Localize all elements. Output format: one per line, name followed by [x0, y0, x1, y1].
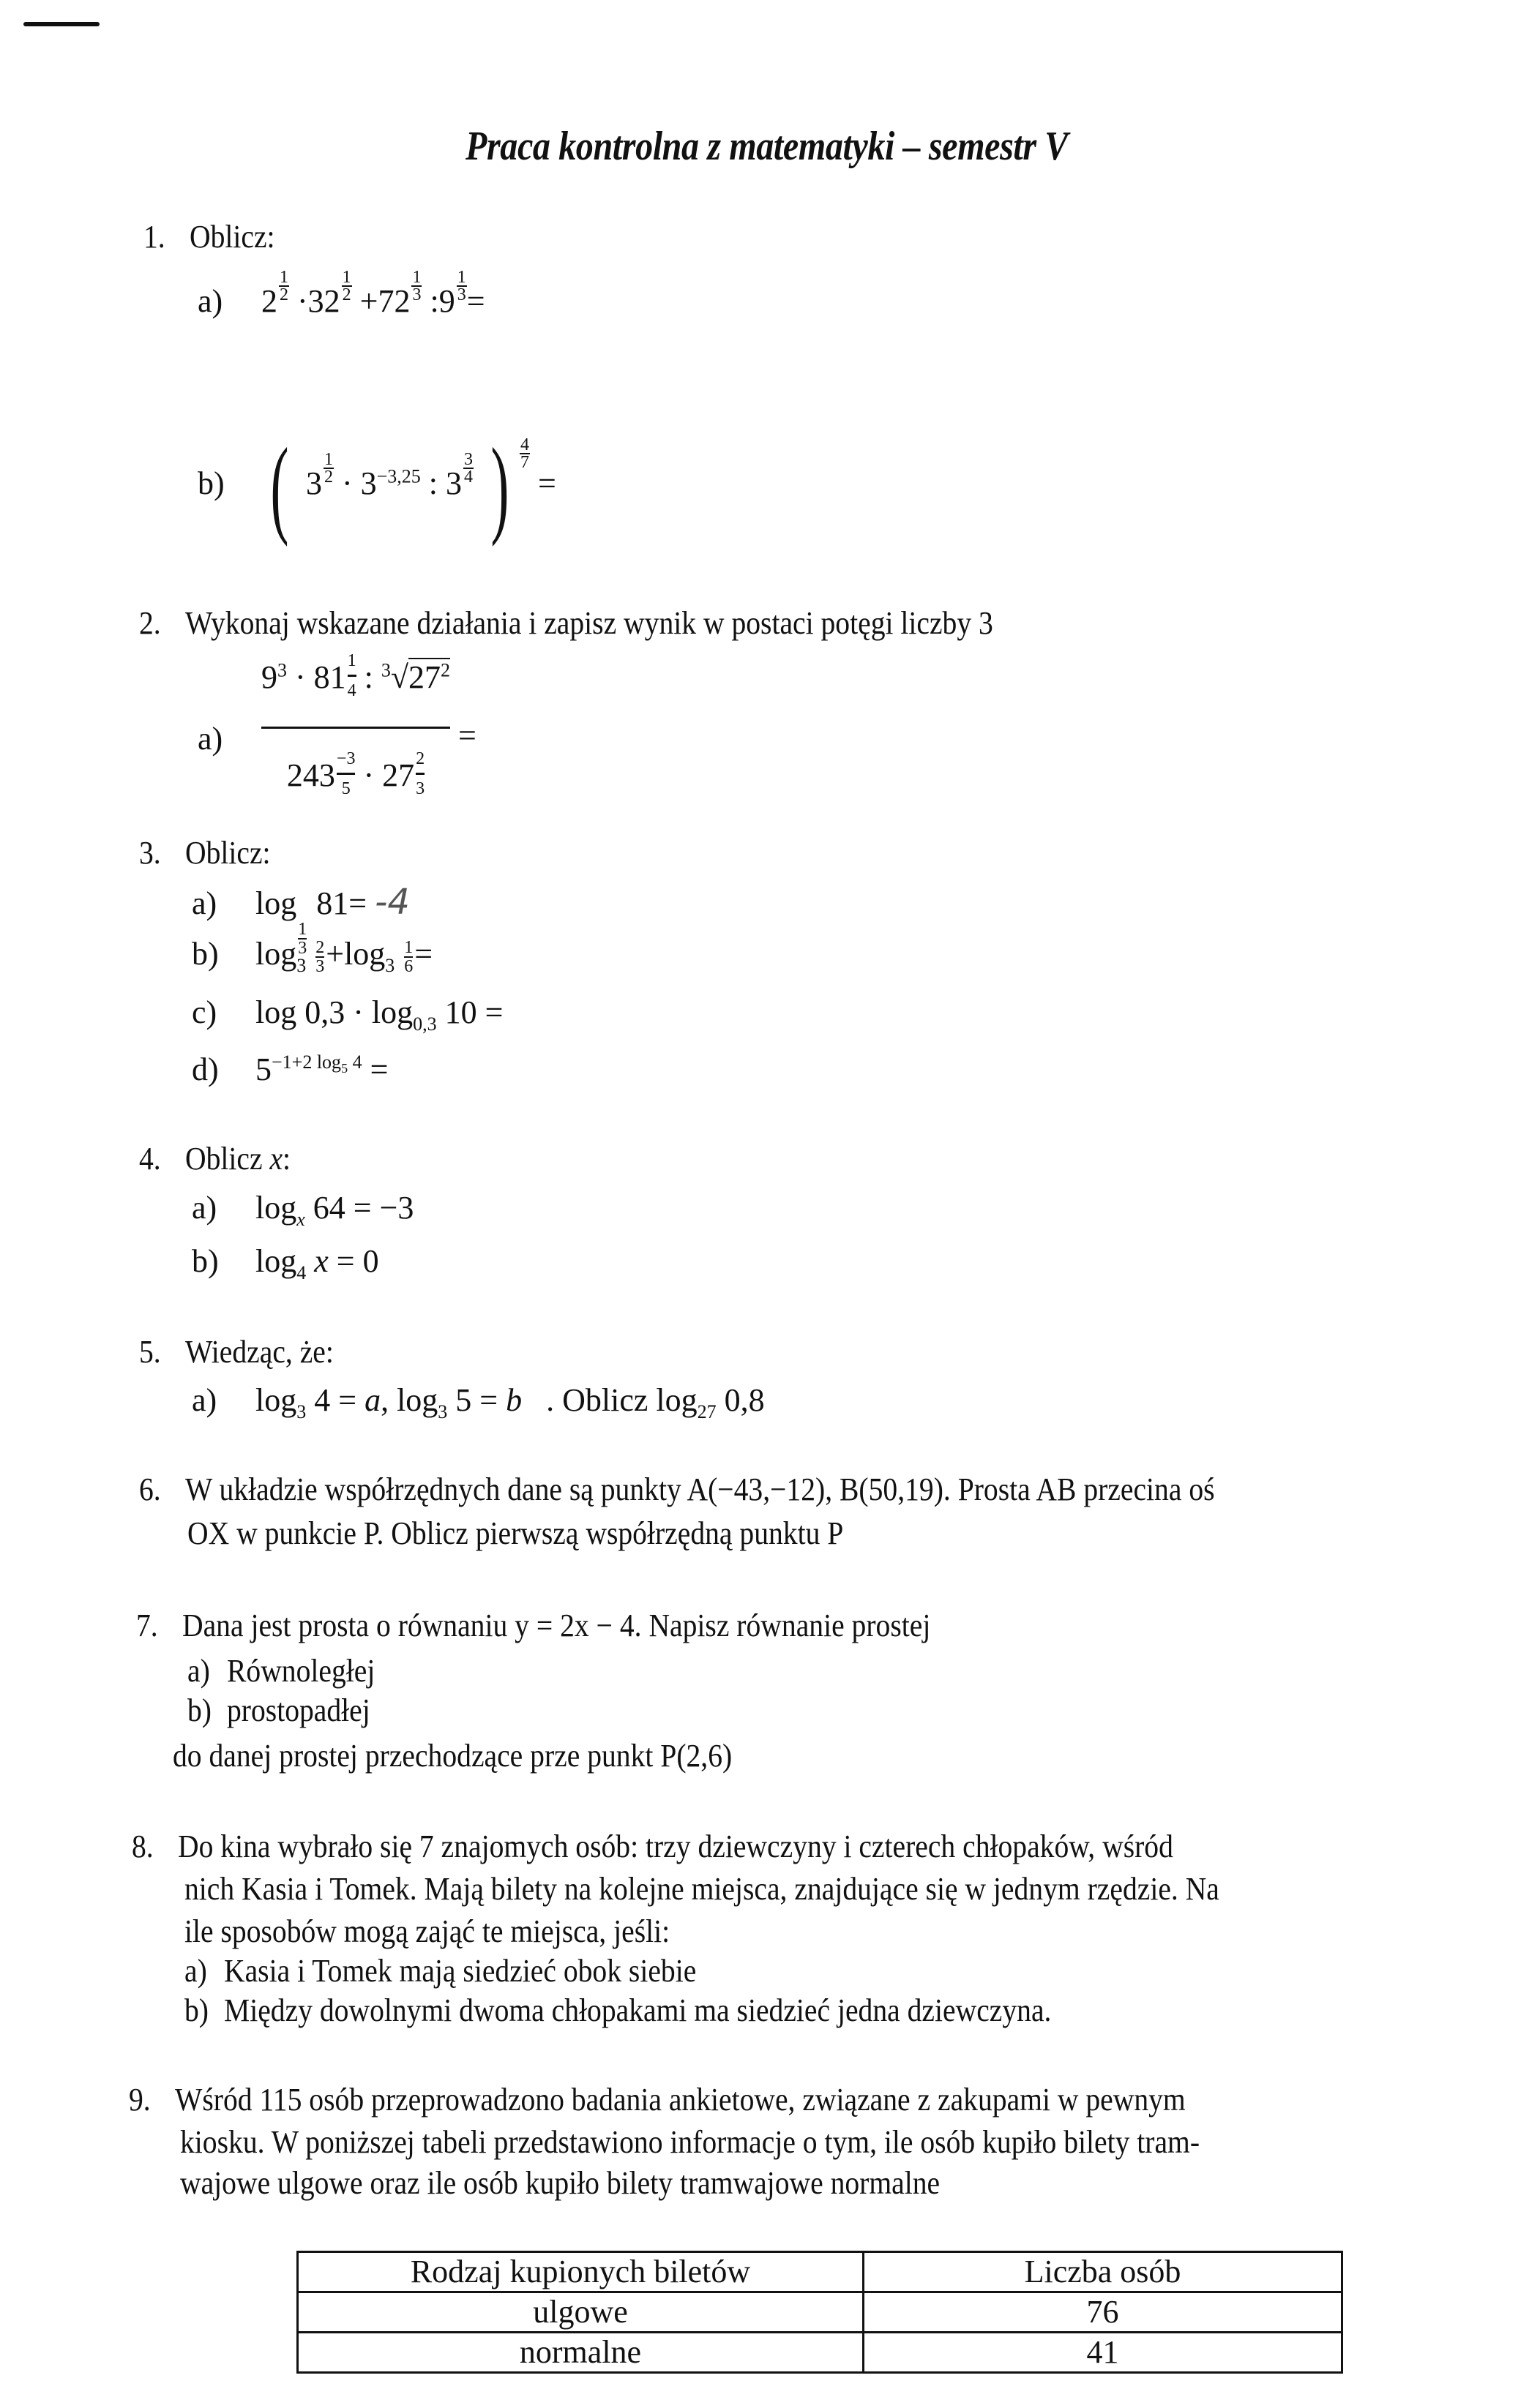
- radicand: $27^2$: [408, 659, 451, 695]
- exponent: −3,25: [376, 465, 421, 487]
- question-prompt: Oblicz:: [185, 835, 271, 871]
- handwritten-answer: -4: [375, 882, 410, 923]
- q3c-expression: c) $\log 0,3 \cdot \log_{0,3} 10$ =: [192, 994, 504, 1035]
- q8b-item: b) Między dowolnymi dwoma chłopakami ma siedzieć jedna dziewczyna.: [184, 1992, 1052, 2028]
- scan-artifact: [23, 22, 100, 26]
- q3b-expression: b) $\log_3$ $\frac{2}{3}$ $+\log_3$ $\frac{1}{6}$ =: [192, 936, 433, 976]
- table-cell: 41: [864, 2333, 1342, 2373]
- question-text-line: Dana jest prosta o równaniu y = 2x − 4. Napisz równanie prostej: [182, 1608, 931, 1643]
- fraction: [261, 651, 451, 819]
- exponent-fraction: $\frac{1}{2}$: [342, 268, 351, 304]
- question-6: [139, 1471, 1215, 1508]
- question-number: 7.: [136, 1608, 158, 1643]
- q1b-expression: b) ( 3 $\frac{1}{2}$ · $3^{-3,25}$ : 3 $\frac{3}{4}$ ) $\frac{4}{7}$ =: [198, 426, 556, 547]
- q1a-expression: [198, 268, 485, 332]
- question-text-line: Wśród 115 osób przeprowadzono badania ankietowe, związane z zakupami w pewnym: [175, 2082, 1186, 2118]
- base: 3: [446, 465, 463, 502]
- question-text-line: W układzie współrzędnych dane są punkty A(−43,−12), B(50,19). Prosta AB przecina oś: [185, 1471, 1215, 1507]
- q3a-expression: a) log $\frac{1}{3}$ 81= -4: [192, 882, 410, 958]
- question-text-line: ile sposobów mogą zająć te miejsca, jeśli:: [184, 1913, 670, 1949]
- exponent-fraction: $\frac{1}{3}$: [412, 268, 422, 304]
- base: 9: [438, 283, 455, 319]
- question-7-tail: do danej prostej przechodzące prze punkt P(2,6): [173, 1738, 733, 1774]
- operator: ·: [297, 283, 308, 319]
- q5a-expression: a) $\log_3 4 = a$, $\log_3 5 = b$ . Oblicz $\log_{27} 0,8$: [192, 1382, 765, 1422]
- question-1: [143, 218, 275, 255]
- operator: +: [359, 283, 378, 319]
- exponent-fraction: $\frac{1}{2}$: [324, 450, 333, 487]
- question-9: [129, 2081, 1186, 2118]
- item-label: b): [198, 465, 225, 502]
- equals: =: [466, 283, 485, 319]
- question-prompt: Wiedząc, że:: [185, 1334, 334, 1370]
- equals: =: [458, 717, 476, 754]
- question-text-line: nich Kasia i Tomek. Mają bilety na kolejne miejsca, znajdujące się w jednym rzędzie. Na: [184, 1871, 1219, 1907]
- question-number: 1.: [143, 219, 165, 255]
- item-label: c): [192, 994, 217, 1030]
- item-label: a): [192, 1190, 217, 1226]
- question-3: [139, 834, 271, 871]
- q8a-item: a) Kasia i Tomek mają siedzieć obok siebie: [184, 1953, 697, 1989]
- base: 3: [305, 465, 322, 502]
- question-number: 9.: [129, 2082, 151, 2118]
- exponent-fraction: $\frac{1}{3}$: [457, 268, 466, 304]
- item-label: a): [192, 885, 217, 921]
- question-text-line: wajowe ulgowe oraz ile osób kupiło bilety tramwajowe normalne: [180, 2165, 941, 2201]
- question-number: 3.: [139, 835, 161, 871]
- question-text-line: Do kina wybrało się 7 znajomych osób: trzy dziewczyny i czterech chłopaków, wśród: [178, 1828, 1173, 1864]
- question-number: 4.: [139, 1141, 161, 1177]
- question-number: 5.: [139, 1334, 161, 1370]
- table-header-cell: Liczba osób: [864, 2252, 1342, 2292]
- question-6-line-2: OX w punkcie P. Oblicz pierwszą współrzędną punktu P: [187, 1515, 844, 1551]
- question-2: [139, 604, 993, 642]
- q7a-item: a) Równoległej: [187, 1653, 375, 1689]
- left-paren: (: [270, 426, 289, 547]
- table-row: [298, 2292, 1342, 2333]
- item-label: b): [192, 1243, 219, 1279]
- item-label: a): [198, 283, 223, 319]
- item-label: a): [198, 721, 223, 757]
- table-cell: ulgowe: [298, 2292, 864, 2333]
- operator: :: [430, 283, 439, 319]
- question-prompt: Oblicz:: [190, 219, 275, 255]
- base: 72: [378, 283, 411, 319]
- q3d-expression: d) $5^{-1+2 log_5 4}$ =: [192, 1051, 389, 1087]
- numerator: $9^3 \cdot 81$ $\frac{1}{4}$ : $^3√27^2$: [261, 651, 451, 700]
- question-7: [136, 1607, 930, 1644]
- tickets-table: [296, 2251, 1343, 2374]
- base: 2: [261, 283, 277, 319]
- table-cell: normalne: [298, 2333, 864, 2373]
- table-header-cell: Rodzaj kupionych biletów: [298, 2252, 864, 2292]
- question-number: 6.: [139, 1471, 161, 1507]
- right-paren: ): [490, 426, 509, 547]
- exponent-fraction: $\frac{1}{2}$: [280, 268, 288, 304]
- question-4: 4. Oblicz x:: [139, 1141, 291, 1177]
- outer-exponent: $\frac{4}{7}$: [520, 435, 529, 473]
- question-prompt: Wykonaj wskazane działania i zapisz wynik w postaci potęgi liczby 3: [185, 605, 993, 641]
- question-5: [139, 1333, 334, 1370]
- item-label: b): [192, 936, 219, 972]
- page-title: Praca kontrolna z matematyki – semestr V: [466, 124, 1068, 169]
- base: 32: [307, 283, 340, 319]
- table-row: [298, 2333, 1342, 2373]
- exponent-fraction: $\frac{3}{4}$: [464, 450, 474, 487]
- equals: =: [537, 465, 556, 502]
- base: 3: [360, 465, 377, 502]
- table-cell: 76: [864, 2292, 1342, 2333]
- q2a-expression: [198, 651, 476, 819]
- item-label: d): [192, 1051, 219, 1087]
- question-text-line: kiosku. W poniższej tabeli przedstawiono informacje o tym, ile osób kupiło bilety tram-: [180, 2124, 1200, 2160]
- question-8: [132, 1828, 1173, 1865]
- question-number: 8.: [132, 1828, 154, 1864]
- question-number: 2.: [139, 605, 161, 641]
- denominator: 243 $\frac{-3}{5}$ · 27 $\frac{2}{3}$: [286, 749, 425, 798]
- q4a-expression: a) $\log_x 64 = -3$: [192, 1190, 414, 1230]
- q4b-expression: b) $\log_4 x = 0$: [192, 1243, 379, 1283]
- item-label: a): [192, 1382, 217, 1418]
- q7b-item: b) prostopadłej: [187, 1692, 370, 1728]
- table-header-row: [298, 2252, 1342, 2292]
